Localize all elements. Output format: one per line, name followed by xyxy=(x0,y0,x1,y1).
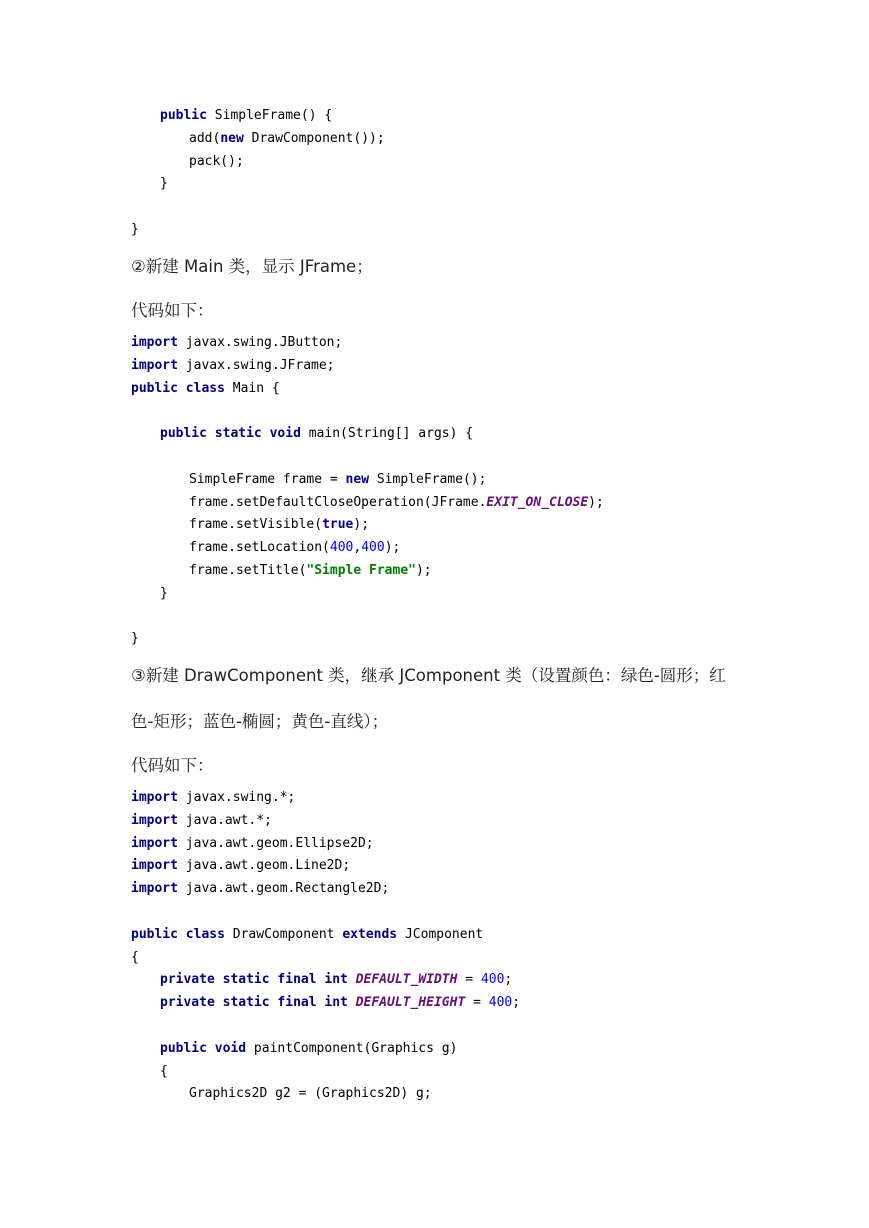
code-line xyxy=(131,469,604,492)
code-text: = xyxy=(465,995,489,1011)
code-text: ); xyxy=(588,494,604,510)
code-line xyxy=(131,560,604,583)
code-text: { xyxy=(160,1063,168,1079)
code-line xyxy=(131,924,520,947)
code-text: frame.setDefaultCloseOperation(JFrame. xyxy=(189,494,487,510)
keyword: import xyxy=(131,812,178,828)
code-line xyxy=(131,833,520,856)
code-line xyxy=(131,378,604,401)
code-text: ; xyxy=(512,995,521,1011)
step3-heading-line1: ③新建 DrawComponent 类，继承 JComponent 类（设置颜色：绿色-圆形；红 xyxy=(131,666,726,685)
code-line xyxy=(131,855,520,878)
code-text: java.awt.geom.Ellipse2D; xyxy=(177,835,374,851)
constant: EXIT_ON_CLOSE xyxy=(486,494,589,510)
code-block-drawcomponent xyxy=(131,787,520,1106)
code-text: java.awt.geom.Line2D; xyxy=(177,858,351,874)
code-text: } xyxy=(131,631,139,647)
code-text: DrawComponent xyxy=(224,926,343,942)
keyword: import xyxy=(131,881,178,897)
code-line-blank xyxy=(131,196,385,219)
string-literal: "Simple Frame" xyxy=(306,562,416,578)
number-literal: 400 xyxy=(361,540,385,556)
code-line-blank xyxy=(131,400,604,423)
step2-heading: ②新建 Main 类，显示 JFrame； xyxy=(131,257,373,276)
keyword: public xyxy=(131,380,178,396)
keyword: private xyxy=(160,995,215,1011)
keyword: class xyxy=(185,926,225,942)
code-text: frame.setLocation( xyxy=(189,540,330,556)
code-line xyxy=(131,969,520,992)
keyword: int xyxy=(324,995,348,1011)
keyword: public xyxy=(131,926,178,942)
keyword: import xyxy=(131,790,178,805)
code-line xyxy=(131,1061,520,1084)
code-line xyxy=(131,583,604,606)
keyword: static xyxy=(214,426,262,442)
code-text: java.awt.*; xyxy=(177,812,272,828)
keyword: public xyxy=(160,426,207,442)
keyword: public xyxy=(160,108,207,123)
code-text: SimpleFrame(); xyxy=(369,471,487,487)
step3-heading-line2: 色-矩形；蓝色-椭圆；黄色-直线）； xyxy=(131,712,389,731)
code-text: paintComponent(Graphics g) xyxy=(246,1040,458,1056)
code-line xyxy=(131,355,604,378)
constant: DEFAULT_WIDTH xyxy=(355,972,458,988)
code-text: SimpleFrame frame = xyxy=(189,471,346,487)
code-text: DrawComponent()); xyxy=(243,130,385,146)
keyword: import xyxy=(131,858,178,874)
code-text: } xyxy=(131,221,139,237)
code-line xyxy=(131,992,520,1015)
code-line xyxy=(131,787,520,810)
code-text: } xyxy=(160,176,168,192)
number-literal: 400 xyxy=(488,995,513,1011)
code-block-main xyxy=(131,332,604,651)
keyword: new xyxy=(220,130,244,146)
code-text: Main { xyxy=(224,380,280,396)
code-line xyxy=(131,878,520,901)
code-line xyxy=(131,151,385,174)
code-line xyxy=(131,105,385,128)
code-intro-label: 代码如下： xyxy=(131,756,214,775)
code-line xyxy=(131,173,385,196)
number-literal: 400 xyxy=(329,540,354,556)
code-line xyxy=(131,628,604,651)
code-text: } xyxy=(160,585,168,601)
code-text: javax.swing.JButton; xyxy=(177,335,343,350)
code-line xyxy=(131,1083,520,1106)
keyword: public xyxy=(160,1040,207,1056)
code-line-blank xyxy=(131,606,604,629)
code-line xyxy=(131,514,604,537)
keyword: int xyxy=(324,972,348,988)
keyword: static xyxy=(222,972,270,988)
keyword: class xyxy=(185,380,225,396)
code-text: ); xyxy=(384,540,401,556)
code-line xyxy=(131,332,604,355)
code-text: frame.setTitle( xyxy=(189,562,307,578)
code-line xyxy=(131,537,604,560)
code-intro-label: 代码如下： xyxy=(131,301,214,320)
code-text: = xyxy=(457,972,481,988)
code-text: SimpleFrame() { xyxy=(206,108,333,123)
keyword: void xyxy=(214,1040,247,1056)
keyword: final xyxy=(277,995,317,1011)
code-text: ); xyxy=(415,562,432,578)
code-line xyxy=(131,219,385,242)
keyword: import xyxy=(131,835,178,851)
keyword: import xyxy=(131,335,178,350)
code-text: JComponent xyxy=(397,926,484,942)
code-line xyxy=(131,423,604,446)
code-text: { xyxy=(131,949,139,965)
code-line xyxy=(131,947,520,970)
keyword: true xyxy=(322,517,354,533)
code-text: ); xyxy=(353,517,370,533)
code-line xyxy=(131,128,385,151)
code-line-blank xyxy=(131,446,604,469)
keyword: private xyxy=(160,972,215,988)
code-line-blank xyxy=(131,901,520,924)
code-line xyxy=(131,1038,520,1061)
code-text: Graphics2D g2 = (Graphics2D) g; xyxy=(189,1086,432,1102)
code-line xyxy=(131,810,520,833)
code-line xyxy=(131,492,604,515)
code-text: frame.setVisible( xyxy=(189,517,323,533)
constant: DEFAULT_HEIGHT xyxy=(355,995,466,1011)
keyword: void xyxy=(269,426,301,442)
code-line-blank xyxy=(131,1015,520,1038)
code-text: pack(); xyxy=(189,153,244,169)
keyword: final xyxy=(277,972,317,988)
keyword: import xyxy=(131,357,178,373)
code-text: javax.swing.*; xyxy=(177,790,296,805)
code-text: ; xyxy=(504,972,513,988)
keyword: extends xyxy=(342,926,398,942)
code-block-simpleframe xyxy=(131,105,385,242)
code-text: java.awt.geom.Rectangle2D; xyxy=(177,881,390,897)
code-text: add( xyxy=(189,130,221,146)
code-text: , xyxy=(353,540,362,556)
keyword: static xyxy=(222,995,270,1011)
code-text: main(String[] args) { xyxy=(300,426,474,442)
number-literal: 400 xyxy=(480,972,505,988)
keyword: new xyxy=(345,471,370,487)
code-text: javax.swing.JFrame; xyxy=(177,357,335,373)
